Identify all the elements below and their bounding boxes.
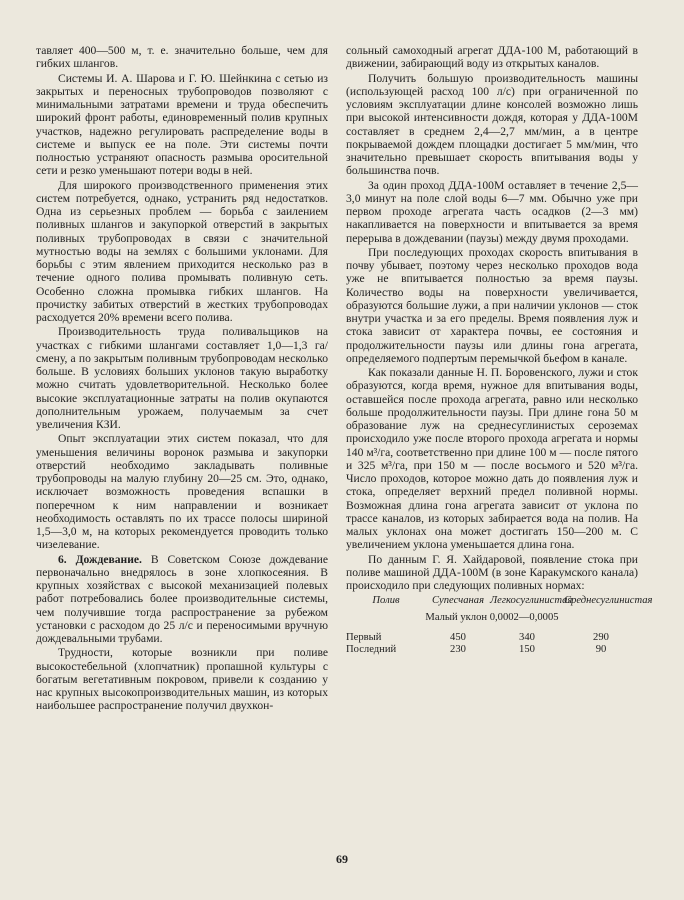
paragraph: При последующих проходах скорость впитывания в почву убывает, поэтому через несколько проходов вода уже не впитывается полностью за время паузы. Количество воды на поверхности увеличивается, образуются большие лужи, а при наличии уклонов — сток внутри участка и за его пределы. Время появления луж и стока зависит от характера почвы, ее состояния и продолжительности паузы или длины гона агрегата, определяемого подпертым перемычкой бьефом в канале.	[346, 245, 638, 365]
table-header	[346, 595, 653, 607]
paragraph: Системы И. А. Шарова и Г. Ю. Шейнкина с сетью из закрытых и переносных трубопроводов позволяют с минимальными затратами времени и труда обеспечить широкий фронт работы, единовременный полив крупных участков, надежно регулировать распределение воды в системе и выпуск ее на поле. Эти системы почти полностью устраняют опасность размыва оросительной сети и резко уменьшают потери воды в ней.	[36, 71, 328, 178]
table-cell: 90	[595, 644, 607, 656]
table-header-cell: Среднесуглинистая	[564, 595, 653, 607]
table-row	[346, 632, 638, 644]
table-cell: 230	[450, 644, 466, 656]
paragraph: тавляет 400—500 м, т. е. значительно больше, чем для гибких шлангов.	[36, 44, 328, 71]
paragraph: Для широкого производственного применения этих систем потребуется, однако, устранить ряд недостатков. Одна из серьезных проблем — борьба с заилением поливных шлангов и закупоркой отверстий в закрытых поливных трубопроводах в связи с значительной мутностью воды на землях с большими уклонами. Для борьбы с этим явлением приходится несколько раз в течение одного полива промывать поливную сеть. Особенно сложна промывка гибких шлангов. На прочистку забитых отверстий в жестких трубопроводах расходуется 20% времени всего полива.	[36, 178, 328, 324]
paragraph: Трудности, которые возникли при поливе высокостебельной (хлопчатник) пропашной культуры с богатым вегетативным покровом, привели к созданию у нас крупных высокопроизводительных машин, из которых наибольшее распространение получил двухкон-	[36, 646, 328, 713]
paragraph: Получить большую производительность машины (использующей расход 100 л/с) при ограниченной по условиям эксплуатации длине консолей возможно лишь при высокой интенсивности дождя, которая у ДДА-100М составляет в среднем 2,4—2,7 мм/мин, а в центре покрываемой дождем площадки достигает 5 мм/мин, что значительно превышает скорость впитывания воды у большинства почв.	[346, 71, 638, 178]
section-heading: 6. Дождевание.	[58, 552, 142, 566]
left-column	[36, 44, 328, 713]
paragraph: Как показали данные Н. П. Боровенского, лужи и сток образуются, когда время, нужное для впитывания воды, оставшейся после прохода агрегата, равно или несколько больше продолжительности паузы. При длине гона 50 м образование луж на среднесуглинистых сероземах происходило уже после второго прохода агрегата и нормы 140 м³/га, соответственно при длине 100 м — после пятого и 325 м³/га, при 150 м — после восьмого и 520 м³/га. Число проходов, которое можно дать до появления луж и стока, определяет верхний предел поливной нормы. Возможная длина гона агрегата зависит от уклона по трассе каналов, из которых забирается вода на полив. На малых уклонах она может достигать 150—200 м. С увеличением уклона уменьшается длина гона.	[346, 366, 638, 552]
table-cell: Последний	[346, 644, 397, 656]
paragraph: Производительность труда поливальщиков на участках с гибкими шлангами составляет 1,0—1,3 га/смену, а по закрытым поливным трубопроводам несколько больше. В условиях больших уклонов такую выработку можно считать удовлетворительной. Несколько более высокие эксплуатационные затраты на полив окупаются дополнительным урожаем, получаемым за счет увеличения КЗИ.	[36, 325, 328, 431]
table-cell: 450	[450, 632, 466, 644]
irrigation-norms-table	[346, 595, 653, 656]
right-column	[346, 44, 653, 656]
table-row	[346, 644, 638, 656]
paragraph: Опыт эксплуатации этих систем показал, что для уменьшения величины воронок размыва и закупорки отверстий необходимо закладывать поливные трубопроводы на малую глубину 20—25 см. Это, однако, исключает возможность проведения вспашки в поперечном к ним направлении и возникает необходимость оставлять по их трассе полосы шириной 1,5—3,0 м, на которых рекомендуется проводить только чизелевание.	[36, 432, 328, 552]
table-cell: 290	[593, 632, 609, 644]
table-header-cell: Полив	[372, 595, 400, 607]
table-subheader: Малый уклон 0,0002—0,0005	[425, 612, 559, 624]
table-header-cell: Легкосуглинистая	[490, 595, 573, 607]
table-cell: Первый	[346, 632, 382, 644]
table-header-cell: Супесчаная	[431, 595, 485, 607]
paragraph: За один проход ДДА-100М оставляет в течение 2,5—3,0 минут на поле слой воды 6—7 мм. Обычно уже при первом проходе агрегата часть осадков (2—3 мм) накапливается на поверхности и впитывается за время перерыва в дождевании (паузы) между двумя проходами.	[346, 178, 638, 245]
paragraph: По данным Г. Я. Хайдаровой, появление стока при поливе машиной ДДА-100М (в зоне Каракумского канала) происходило при следующих поливных нормах:	[346, 552, 638, 592]
section-paragraph	[36, 553, 328, 646]
paragraph: сольный самоходный агрегат ДДА-100 М, работающий в движении, забирающий воду из открытых каналов.	[346, 44, 638, 71]
page-number: 69	[336, 852, 348, 866]
table-cell: 150	[519, 644, 535, 656]
section-text: В Советском Союзе дождевание первоначально внедрялось в зоне хлопкосеяния. В крупных хозяйствах с высокой механизацией полевых работ потребовались более производительные системы, чем получившие тогда распространение за рубежом установки с расходом до 25 л/с и переносимыми вручную дождевальными трубами.	[36, 552, 328, 645]
table-cell: 340	[519, 632, 535, 644]
